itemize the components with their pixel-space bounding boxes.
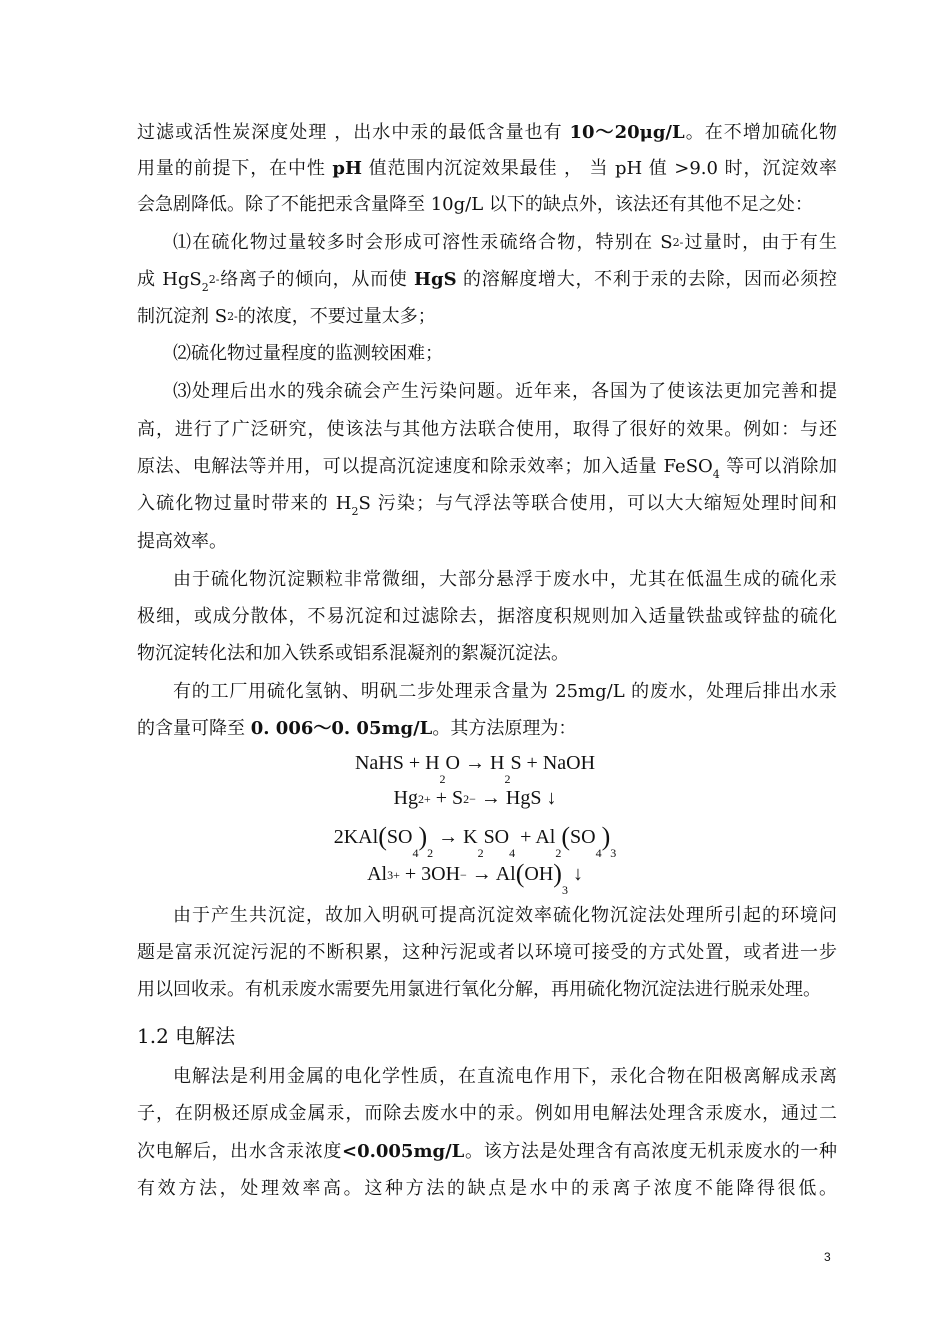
paragraph-line: 题是富汞沉淀污泥的不断积累，这种污泥或者以环境可接受的方式处置，或者进一步	[137, 942, 837, 963]
list-item-line: ⑴在硫化物过量较多时会形成可溶性汞硫络合物，特别在 S2-过量时，由于有生	[173, 232, 837, 253]
section-heading: 1.2 电解法	[137, 1024, 236, 1048]
paragraph-line: 用量的前提下，在中性 pH 值范围内沉淀效果最佳 ， 当 pH 值 >9.0 时，沉淀效率	[137, 158, 837, 179]
paragraph-line: 有的工厂用硫化氢钠、明矾二步处理汞含量为 25mg/L 的废水，处理后排出水汞	[173, 681, 837, 702]
page-number: 3	[824, 1250, 831, 1264]
list-item-line: 原法、电解法等并用，可以提高沉淀速度和除汞效率；加入适量 FeSO$_4$ 等可以消除加	[137, 456, 837, 481]
paragraph-line: 次电解后，出水含汞浓度<0.005mg/L。该方法是处理含有高浓度无机汞废水的一种	[137, 1141, 838, 1162]
equation-2: Hg2+ + S2− → HgS ↓	[393, 787, 557, 809]
paragraph-line: 由于硫化物沉淀颗粒非常微细，大部分悬浮于废水中，尤其在低温生成的硫化汞	[173, 569, 837, 590]
paragraph-line: 的含量可降至 0. 006～0. 05mg/L。其方法原理为：	[137, 718, 577, 739]
paragraph-line: 子，在阴极还原成金属汞，而除去废水中的汞。例如用电解法处理含汞废水，通过二	[137, 1103, 837, 1124]
paragraph-line: 物沉淀转化法和加入铁系或铝系混凝剂的絮凝沉淀法。	[137, 643, 569, 664]
list-item-line: 高，进行了广泛研究，使该法与其他方法联合使用，取得了很好的效果。例如：与还	[137, 419, 837, 440]
paragraph-line: 由于产生共沉淀，故加入明矾可提高沉淀效率硫化物沉淀法处理所引起的环境问	[173, 905, 837, 926]
paragraph-line: 用以回收汞。有机汞废水需要先用氯进行氧化分解，再用硫化物沉淀法进行脱汞处理。	[137, 979, 821, 1000]
equation-4: $Al3+ + 3OH- \to Al(OH)_3$ ↓	[367, 859, 583, 897]
paragraph-line: 过滤或活性炭深度处理 ，出水中汞的最低含量也有 10～20μg/L。在不增加硫化物	[137, 122, 837, 143]
list-item-line: ⑶处理后出水的残余硫会产生污染问题。近年来，各国为了使该法更加完善和提	[173, 381, 837, 402]
list-item-line: 制沉淀剂 S2-的浓度，不要过量太多；	[137, 306, 436, 327]
list-item-line: 成 HgS$_2$2-络离子的倾向，从而使 HgS 的溶解度增大，不利于汞的去除，因而必须控	[137, 269, 837, 294]
list-item-line: ⑵硫化物过量程度的监测较困难；	[173, 343, 443, 364]
paragraph-line: 有效方法，处理效率高。这种方法的缺点是水中的汞离子浓度不能降得很低。	[137, 1178, 837, 1199]
list-item-line: 入硫化物过量时带来的 $H_2S$ 污染；与气浮法等联合使用，可以大大缩短处理时间和	[137, 493, 837, 518]
paragraph-line: 电解法是利用金属的电化学性质，在直流电作用下，汞化合物在阳极离解成汞离	[173, 1066, 837, 1087]
paragraph-line: 极细，或成分散体，不易沉淀和过滤除去，据溶度积规则加入适量铁盐或锌盐的硫化	[137, 606, 837, 627]
paragraph-line: 会急剧降低。除了不能把汞含量降至 10g/L 以下的缺点外，该法还有其他不足之处：	[137, 194, 813, 215]
equation-1: NaHS + $H_2O \to H_2S$ + NaOH	[354, 752, 596, 786]
equation-3: $2KAl(SO_4)_2 \to K_2SO_4 + Al_2(SO_4)_3$	[333, 822, 617, 860]
list-item-line: 提高效率。	[137, 531, 227, 552]
